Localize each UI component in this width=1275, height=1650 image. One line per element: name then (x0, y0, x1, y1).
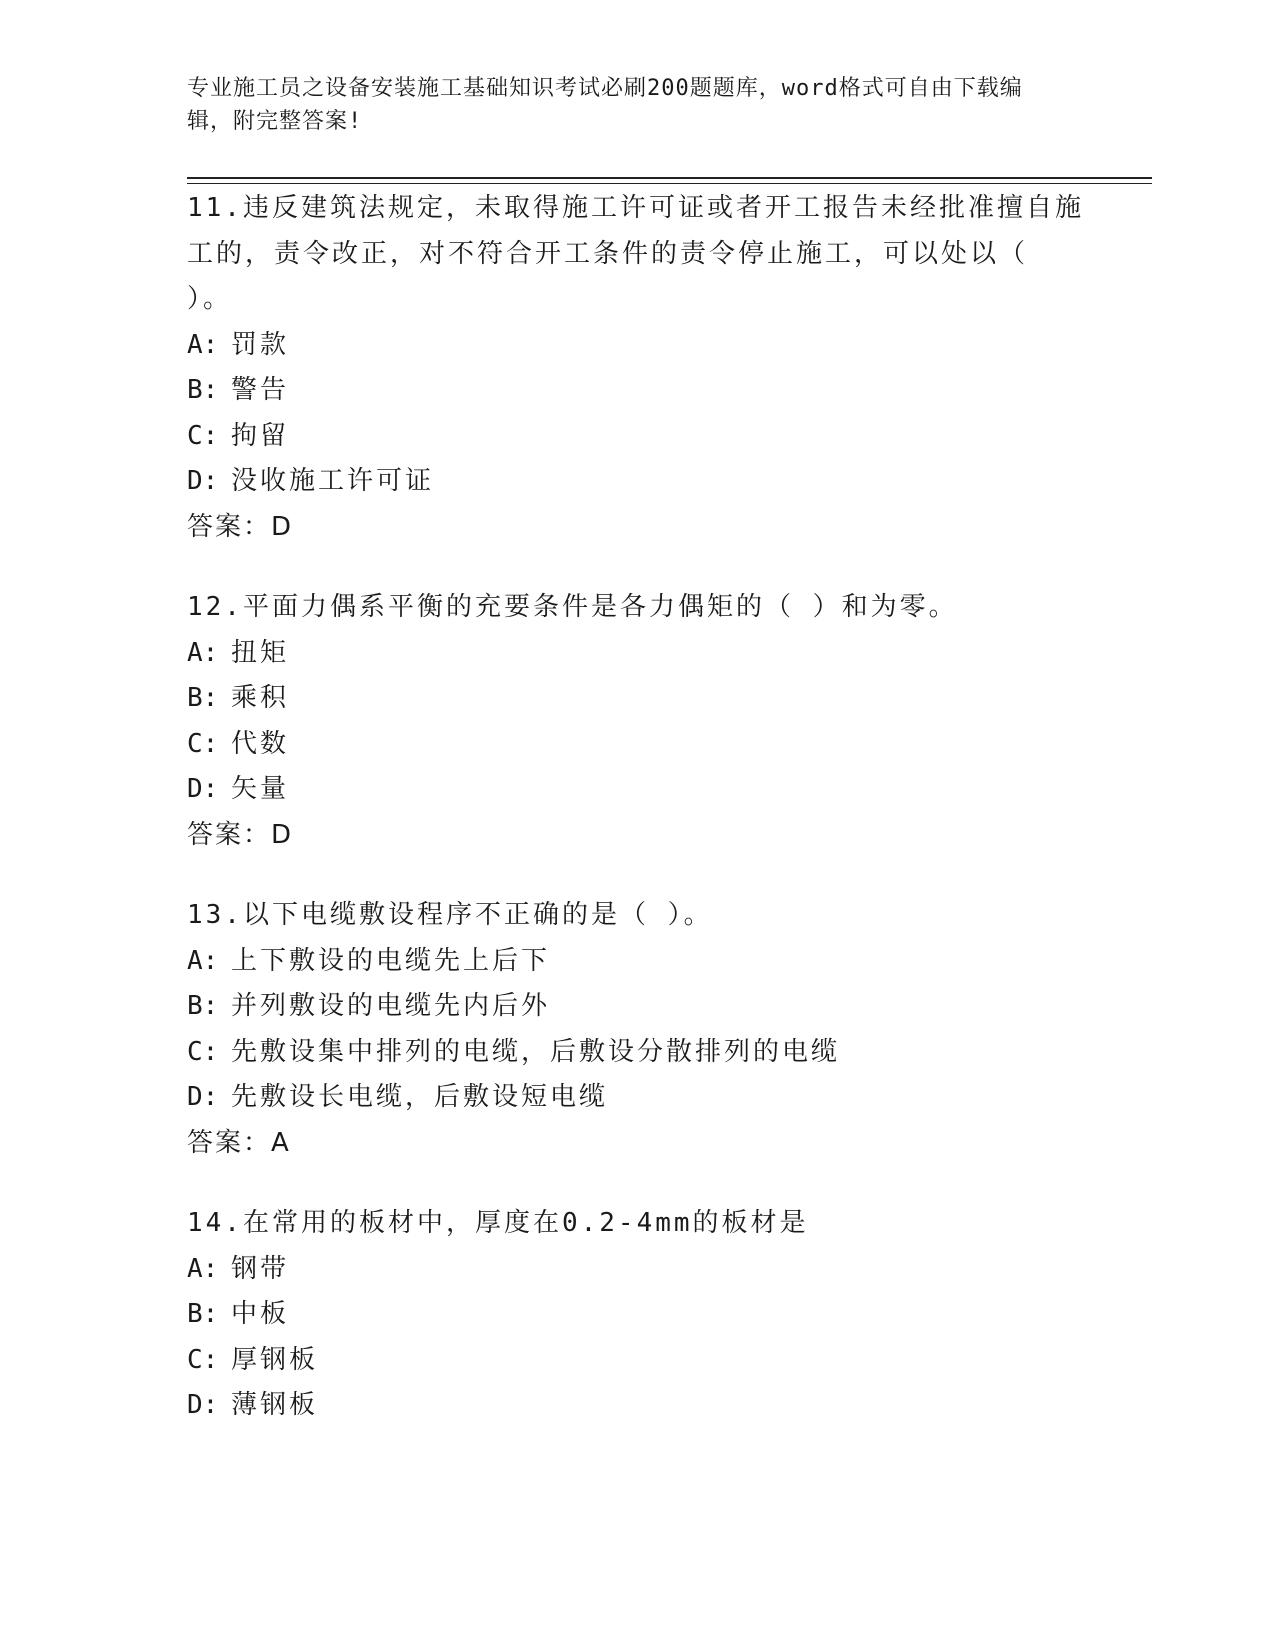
option-text: 薄钢板 (231, 1390, 319, 1420)
option-a (187, 323, 1087, 369)
option-text: 罚款 (231, 329, 290, 360)
option-text: 扭矩 (231, 637, 290, 668)
option-letter: A: (187, 945, 219, 976)
option-letter: B: (187, 1299, 219, 1329)
option-text: 并列敷设的电缆先内后外 (231, 991, 551, 1021)
question-12 (187, 585, 1087, 858)
option-letter: C: (187, 420, 219, 451)
option-b (187, 984, 1087, 1030)
question-13 (187, 893, 1087, 1166)
option-d (187, 1075, 1087, 1121)
option-letter: B: (187, 991, 219, 1021)
option-letter: D: (187, 1390, 219, 1420)
option-d (187, 459, 1087, 505)
option-text: 中板 (231, 1299, 290, 1329)
option-letter: A: (187, 329, 219, 360)
header-divider-thin (187, 183, 1152, 184)
option-letter: D: (187, 774, 219, 804)
option-c (187, 414, 1087, 460)
header-divider-thick (187, 177, 1152, 179)
option-text: 矢量 (231, 774, 290, 804)
option-letter: A: (187, 637, 219, 668)
option-text: 警告 (231, 375, 290, 405)
question-11 (187, 186, 1087, 550)
answer-line: 答案：A (187, 1127, 291, 1158)
option-text: 先敷设长电缆，后敷设短电缆 (231, 1082, 609, 1112)
document-header: 专业施工员之设备安装施工基础知识考试必刷200题题库，word格式可自由下载编辑，附完整答案! (187, 76, 1023, 134)
option-letter: B: (187, 375, 219, 405)
question-list (187, 186, 1087, 1464)
option-letter: D: (187, 1082, 219, 1112)
option-text: 拘留 (231, 420, 290, 451)
option-c (187, 1030, 1087, 1076)
option-c (187, 1338, 1087, 1384)
option-b (187, 368, 1087, 414)
option-a (187, 1247, 1087, 1293)
option-b (187, 676, 1087, 722)
option-text: 乘积 (231, 683, 290, 713)
question-stem: 12.平面力偶系平衡的充要条件是各力偶矩的（ ）和为零。 (187, 592, 958, 622)
option-letter: C: (187, 1344, 219, 1375)
option-text: 先敷设集中排列的电缆，后敷设分散排列的电缆 (231, 1036, 841, 1067)
option-letter: C: (187, 1036, 219, 1067)
question-14 (187, 1201, 1087, 1429)
option-text: 代数 (231, 728, 290, 759)
option-letter: D: (187, 466, 219, 496)
option-d (187, 767, 1087, 813)
answer-line: 答案：D (187, 511, 294, 542)
question-stem: 11.违反建筑法规定，未取得施工许可证或者开工报告未经批准擅自施工的，责令改正，对不符合开工条件的责令停止施工，可以处以（ ）。 (187, 193, 1084, 314)
option-b (187, 1292, 1087, 1338)
option-d (187, 1383, 1087, 1429)
option-text: 厚钢板 (231, 1344, 319, 1375)
option-text: 没收施工许可证 (231, 466, 435, 496)
option-text: 钢带 (231, 1253, 290, 1284)
question-stem: 14.在常用的板材中，厚度在0.2-4mm的板材是 (187, 1208, 809, 1238)
option-a (187, 939, 1087, 985)
option-text: 上下敷设的电缆先上后下 (231, 945, 551, 976)
question-stem: 13.以下电缆敷设程序不正确的是（ ）。 (187, 900, 713, 930)
option-letter: C: (187, 728, 219, 759)
option-a (187, 631, 1087, 677)
option-letter: B: (187, 683, 219, 713)
answer-line: 答案：D (187, 819, 294, 850)
option-c (187, 722, 1087, 768)
option-letter: A: (187, 1253, 219, 1284)
